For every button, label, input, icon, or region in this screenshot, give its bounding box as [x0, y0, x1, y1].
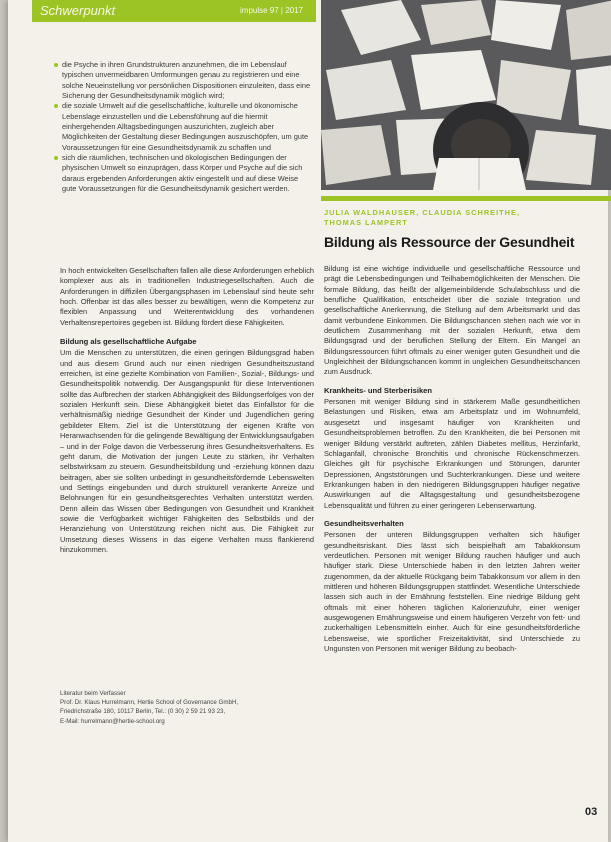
- issue-label: impulse 97 | 2017: [240, 6, 304, 15]
- bullet-dot-icon: [54, 63, 58, 67]
- accent-rule: [321, 196, 611, 201]
- article-title: Bildung als Ressource der Gesundheit: [324, 234, 575, 250]
- left-column: [60, 266, 314, 564]
- bullet-text: die soziale Umwelt auf die gesellschaftliche, kulturelle und ökonomische Lebenslage einzustellen und die Lebensführung auf die hiermit einhergehenden Alltagsbedingungen auszurichten, zugleich aber Möglichkeiten der Gestaltung dieser Bedingungen auszuschöpfen, um gute Voraussetzungen für eine Gesundheitsdynamik zu schaffen und: [62, 101, 309, 152]
- author-address: Friedrichstraße 180, 10117 Berlin, Tel.: (0 30) 2 59 21 93 23,: [60, 708, 226, 716]
- author-contact: Prof. Dr. Klaus Hurrelmann, Hertie School of Governance GmbH,: [60, 699, 239, 707]
- right-column: [324, 264, 580, 662]
- section-heading: Krankheits- und Sterberisiken: [324, 385, 433, 395]
- authors-line: JULIA WALDHAUSER, CLAUDIA SCHREITHE,: [324, 208, 520, 217]
- bullet-item: [54, 60, 312, 101]
- bullet-list: [54, 60, 312, 194]
- literature-label: Literatur beim Verfasser: [60, 690, 126, 697]
- intro-paragraph: In hoch entwickelten Gesellschaften fallen alle diese Anforderungen erheblich komplexer aus als in traditionellen Industriegesellschaften. Auch die Anforderungen in diffizilen Übergangsphasen im Lebenslauf sind heute sehr hoch. Offenbar ist das alles besser zu bewältigen, wenn die Kompetenz zur flexiblen Anpassung und Weiterentwicklung des vorhandenen Verhaltensrepertoires gegeben ist. Bildung fördert diese Fähigkeiten.: [60, 266, 314, 327]
- article-paragraph: Personen mit weniger Bildung sind in stärkerem Maße gesundheitlichen Belastungen und Risiken, etwa am Arbeitsplatz und im Wohnumfeld, ausgesetzt und insgesamt häufiger von Krankheiten und Gesundheitsproblemen betroffen. Zu den Krankheiten, die bei Personen mit weniger Bildung verstärkt auftreten, zählen Diabetes mellitus, Herzinfarkt, Schlaganfall, chronische Bronchitis und chronische Rückenschmerzen. Gleiches gilt für psychische Erkrankungen und Störungen, darunter Depressionen, Angststörungen und Suchterkrankungen. Diese und weitere Erkrankungen haben in den niedrigeren Bildungsgruppen häufiger negative Auswirkungen auf die Alltagsgestaltung und gesundheitsbezogene Lebensqualität und führen zu einer geringeren Lebenserwartung.: [324, 397, 580, 510]
- section-heading: Bildung als gesellschaftliche Aufgabe: [60, 337, 197, 347]
- body-paragraph: Um die Menschen zu unterstützen, die einen geringen Bildungsgrad haben und aus diesem Grund auch nur einen niedrigen Gesundheitszustand erreichen, ist eine gezielte Kombination von Familien-, Sozial-, Bildungs- und Gesundheitspolitik notwendig. Der Ausgangspunkt für diese Interventionen sollte das Aufbrechen der starken Abhängigkeit des Bildungserfolges von der sozialen Herkunft sein. Diese Abhängigkeit bietet das Einfallstor für die verhältnismäßig niedrige Gesundheit der Kinder und Jugendlichen gering gebildeter Eltern. Ziel ist die Unterstützung der eigenen Kräfte von Heranwachsenden für die gelingende Bewältigung der Entwicklungsaufgaben – und in der Folge davon die Verbesserung ihres Gesundheitsverhaltens. Es geht darum, die Motivation der jungen Leute zu stärken, ihr Verhalten selbstwirksam zu steuern. Gesundheitsbildung und -erziehung können dazu beitragen, aber sie sollten unbedingt in gesundheitsfördernde Lebenswelten und Settings eingebunden und durch strukturell verankerte Anreize und Belohnungen für ein gesundheitsgerechtes Verhalten unterstützt werden. Denn allein das Wissen über Bedingungen von Gesundheit und Krankheit sowie die Verfügbarkeit wichtiger Fähigkeiten des Selbstbilds und der Heranziehung von Unterstützung reichen nicht aus. Die Fähigkeit zur Umsetzung dieses Wissens in das eigene Verhalten muss flankierend hinzukommen.: [60, 348, 314, 554]
- bullet-item: [54, 153, 312, 194]
- books-photo: [321, 0, 611, 190]
- authors-line: THOMAS LAMPERT: [324, 218, 408, 227]
- magazine-page: [8, 0, 608, 842]
- bullet-dot-icon: [54, 156, 58, 160]
- bullet-text: die Psyche in ihren Grundstrukturen anzunehmen, die im Lebenslauf typischen unvermeidbaren Umformungen genau zu registrieren und eine solche Neueinstellung vor persönlichen Dispositionen einzuleiten, dass eine Sicherung der Gesundheitsdynamik möglich wird;: [62, 60, 311, 101]
- article-authors: [324, 208, 520, 228]
- bullet-dot-icon: [54, 104, 58, 108]
- section-rubric: Schwerpunkt: [40, 3, 116, 18]
- article-paragraph: Bildung ist eine wichtige individuelle und gesellschaftliche Ressource und prägt die Lebensbedingungen und Teilhabemöglichkeiten der Menschen. Die formale Bildung, das heißt der allgemeinbildende Schulabschluss und die berufliche Qualifikation, entscheidet über die soziale Integration und gesellschaftliche Anerkennung, die Stellung auf dem Arbeitsmarkt und das damit verbundene Einkommen. Die Bildungschancen stehen nach wie vor in deutlichem Zusammenhang mit der sozialen Herkunft, etwa dem Bildungsgrad und der beruflichen Stellung der Eltern. Ein Mangel an Bildungsressourcen führt oftmals zu einer weniger guten Gesundheit und die Ungleichheit der Bildungschancen kommt in ungleichen Gesundheitschancen zum Ausdruck.: [324, 264, 580, 377]
- books-photo-icon: [321, 0, 611, 190]
- section-heading: Gesundheitsverhalten: [324, 518, 404, 528]
- bullet-item: [54, 101, 312, 153]
- bullet-text: sich die räumlichen, technischen und ökologischen Bedingungen der physischen Umwelt so einzuprägen, dass Körper und Psyche auf die sich daraus ergebenden Anforderungen aktiv eingestellt und auf diese Weise gute Voraussetzungen für die Gesundheitsdynamik gesichert werden.: [62, 153, 303, 194]
- page-number: 03: [585, 806, 598, 818]
- article-paragraph: Personen der unteren Bildungsgruppen verhalten sich häufiger gesundheitsriskant. Dies lässt sich beispielhaft am Tabakkonsum verdeutlichen. Personen mit weniger Bildung rauchen häufiger und auch häufiger stark. Diese Unterschiede haben in den letzten Jahren weiter zugenommen, da der aktuelle Rückgang beim Tabakkonsum vor allem in den mittleren und höheren Bildungsgruppen stattfindet. Wesentliche Unterschiede lassen sich auch in der Ernährung feststellen. Eine niedrige Bildung geht oftmals mit einer höheren täglichen Kalorienzufuhr, einer weniger ausgewogenen Ernährungsweise und einem häufigeren Verzehr von fett- und zuckerhaltigen Lebensmitteln einher. Auch für eine gesundheitsförderliche Lebensweise, wie sportlicher Freizeitaktivität, sind Unterschiede zu Ungunsten von Personen mit weniger Bildung zu beobach-: [324, 530, 580, 654]
- literature-note: [60, 689, 314, 726]
- author-email: E-Mail: hurrelmann@hertie-school.org: [60, 717, 165, 725]
